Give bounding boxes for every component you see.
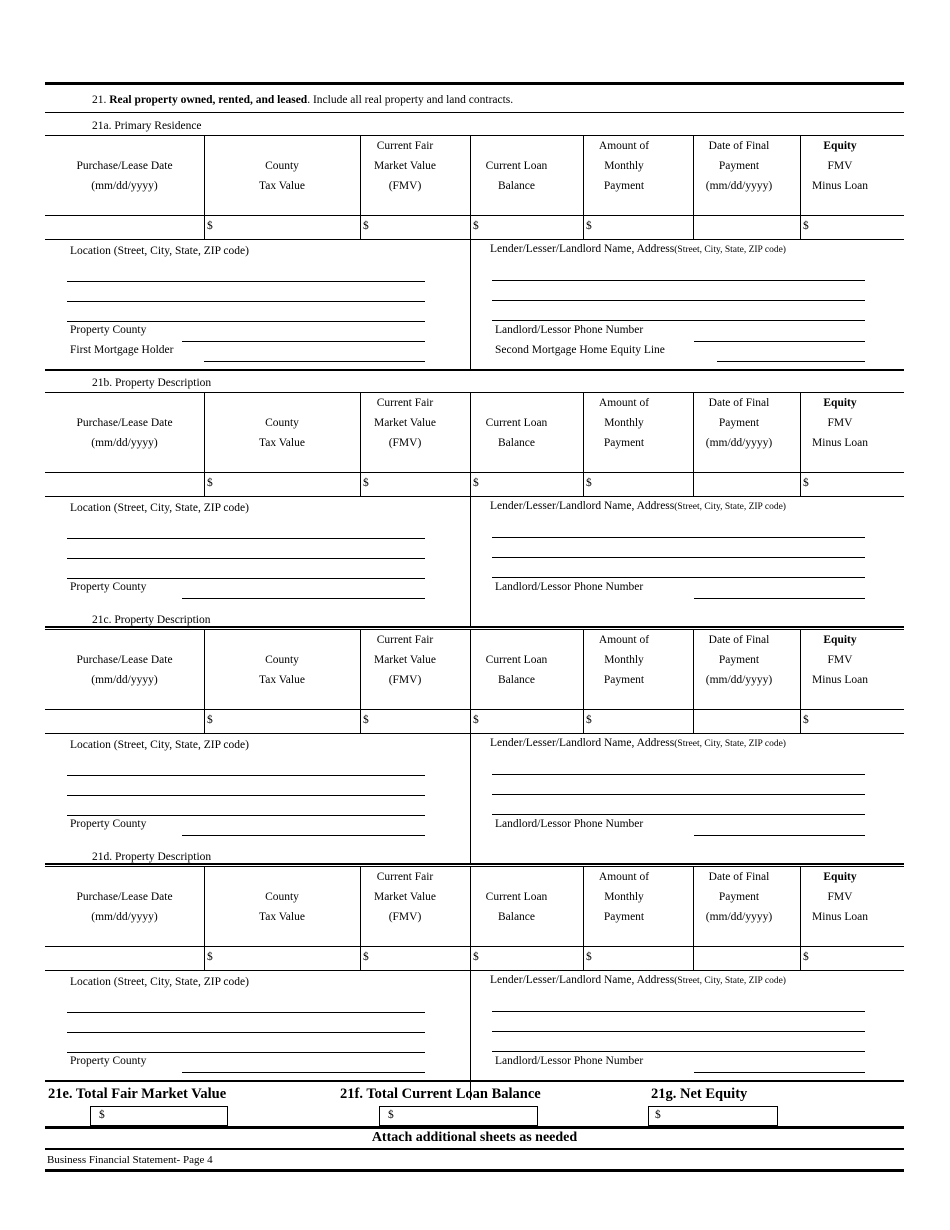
final-payment-header-line: Date of Final — [708, 634, 770, 646]
block-1-lender-line-3[interactable] — [492, 320, 865, 321]
block-1-property-county-line[interactable] — [182, 341, 425, 342]
block-2-landlord-phone-line[interactable] — [694, 598, 865, 599]
monthly-payment-header-line: Monthly — [604, 891, 644, 903]
block-2-lender-line-3[interactable] — [492, 577, 865, 578]
fmv-header-line: Market Value — [373, 417, 437, 429]
block-1-landlord-phone-line[interactable] — [694, 341, 865, 342]
final-payment-header-line: (mm/dd/yyyy) — [705, 437, 773, 449]
block-4-lender-line-1[interactable] — [492, 1011, 865, 1012]
block-3-landlord-phone-label: Landlord/Lessor Phone Number — [495, 818, 644, 830]
fmv-header-line: (FMV) — [388, 674, 422, 686]
purchase-date-header-line: Purchase/Lease Date — [76, 160, 173, 172]
purchase-date-header-line: (mm/dd/yyyy) — [91, 180, 158, 192]
block-2-property-county-label: Property County — [70, 581, 147, 593]
block-2-county-tax-value-header — [204, 413, 360, 453]
block-4-purchase-date-input[interactable] — [45, 947, 204, 970]
purchase-date-header-line: (mm/dd/yyyy) — [91, 437, 158, 449]
block-3-purchase-date-header — [45, 650, 204, 690]
block-2-purchase-date-header — [45, 413, 204, 453]
block-2-location-line-3[interactable] — [67, 578, 425, 579]
section-21-title — [92, 94, 513, 106]
bottom-rule — [45, 1169, 904, 1172]
block-1-property-county-label: Property County — [70, 324, 147, 336]
block-3-fmv-header — [360, 630, 450, 690]
block-4-final-payment-input[interactable] — [693, 947, 800, 970]
monthly-payment-header-line: Payment — [603, 180, 645, 192]
lender-label-text: Lender/Lesser/Landlord Name, Address — [490, 500, 675, 512]
final-payment-header-line: Date of Final — [708, 397, 770, 409]
block-4-location-label: Location (Street, City, State, ZIP code) — [70, 976, 249, 988]
block-1-monthly-payment-input[interactable] — [583, 216, 693, 239]
block-3-monthly-payment-input[interactable] — [583, 710, 693, 733]
block-2-final-payment-input[interactable] — [693, 473, 800, 496]
block-4-location-line-1[interactable] — [67, 1012, 425, 1013]
loan-balance-header-line: Balance — [497, 674, 536, 686]
block-4-county-tax-value-input[interactable] — [204, 947, 360, 970]
block-3-location-label: Location (Street, City, State, ZIP code) — [70, 739, 249, 751]
block-2-location-line-2[interactable] — [67, 558, 425, 559]
top-rule — [45, 82, 904, 85]
block-2-location-label: Location (Street, City, State, ZIP code) — [70, 502, 249, 514]
block-2-lower-divider — [470, 496, 471, 626]
block-4-county-tax-value-header — [204, 887, 360, 927]
monthly-payment-header-line: Payment — [603, 674, 645, 686]
block-1-equity-input[interactable] — [800, 216, 904, 239]
county-tax-value-header-line: Tax Value — [259, 437, 305, 449]
block-1-lower-divider — [470, 239, 471, 369]
block-2-block-bottom-rule — [45, 626, 904, 628]
lender-label-text: Lender/Lesser/Landlord Name, Address — [490, 243, 675, 255]
section-title-rule — [45, 112, 904, 113]
block-3-lender-label — [490, 737, 786, 749]
purchase-date-header-line: (mm/dd/yyyy) — [91, 911, 158, 923]
block-3-loan-balance-header — [470, 650, 563, 690]
block-1-first-mortgage-label: First Mortgage Holder — [70, 344, 174, 356]
attach-bottom-rule — [45, 1148, 904, 1150]
monthly-payment-header-line: Monthly — [604, 654, 644, 666]
dollar-sign: $ — [803, 477, 809, 489]
block-4-property-county-line[interactable] — [182, 1072, 425, 1073]
block-2-county-tax-value-input[interactable] — [204, 473, 360, 496]
block-3-landlord-phone-line[interactable] — [694, 835, 865, 836]
section-instruction: . Include all real property and land contracts. — [307, 94, 514, 106]
block-3-loan-balance-input[interactable] — [470, 710, 583, 733]
equity-header-line: Minus Loan — [812, 180, 868, 192]
monthly-payment-header-line: Payment — [603, 437, 645, 449]
fmv-header-line: Current Fair — [376, 871, 434, 883]
block-2-loan-balance-header — [470, 413, 563, 453]
block-2-final-payment-header — [693, 393, 785, 453]
loan-balance-header-line: Balance — [497, 437, 536, 449]
monthly-payment-header-line: Amount of — [598, 397, 650, 409]
final-payment-header-line: Date of Final — [708, 871, 770, 883]
block-1-second-mortgage-line[interactable] — [717, 361, 865, 362]
lender-label-text: Lender/Lesser/Landlord Name, Address — [490, 974, 675, 986]
monthly-payment-header-line: Payment — [603, 911, 645, 923]
block-2-row-bottom-rule — [45, 496, 904, 497]
block-2-property-label: 21b. Property Description — [92, 377, 212, 389]
total-fmv-label: 21e. Total Fair Market Value — [48, 1086, 227, 1102]
block-2-landlord-phone-label: Landlord/Lessor Phone Number — [495, 581, 644, 593]
final-payment-header-line: (mm/dd/yyyy) — [705, 180, 773, 192]
block-1-lender-line-1[interactable] — [492, 280, 865, 281]
block-2-equity-input[interactable] — [800, 473, 904, 496]
block-4-fmv-input[interactable] — [360, 947, 470, 970]
block-3-purchase-date-input[interactable] — [45, 710, 204, 733]
block-1-landlord-phone-label: Landlord/Lessor Phone Number — [495, 324, 644, 336]
attach-note: Attach additional sheets as needed — [371, 1130, 578, 1145]
loan-balance-header-line: Current Loan — [485, 891, 548, 903]
equity-header-line: Equity — [823, 397, 857, 409]
block-3-lender-line-2[interactable] — [492, 794, 865, 795]
block-4-fmv-header — [360, 867, 450, 927]
block-1-county-tax-value-input[interactable] — [204, 216, 360, 239]
block-1-equity-header — [800, 136, 880, 196]
fmv-header-line: (FMV) — [388, 180, 422, 192]
attach-top-rule — [45, 1126, 904, 1129]
fmv-header-line: Market Value — [373, 891, 437, 903]
lender-label-text: Lender/Lesser/Landlord Name, Address — [490, 737, 675, 749]
dollar-sign: $ — [473, 477, 479, 489]
block-2-lender-line-2[interactable] — [492, 557, 865, 558]
monthly-payment-header-line: Monthly — [604, 160, 644, 172]
county-tax-value-header-line: County — [265, 654, 299, 666]
fmv-header-line: Market Value — [373, 654, 437, 666]
purchase-date-header-line: Purchase/Lease Date — [76, 654, 173, 666]
block-3-property-county-line[interactable] — [182, 835, 425, 836]
block-3-lender-line-1[interactable] — [492, 774, 865, 775]
block-3-final-payment-input[interactable] — [693, 710, 800, 733]
county-tax-value-header-line: County — [265, 417, 299, 429]
block-4-monthly-payment-input[interactable] — [583, 947, 693, 970]
block-4-final-payment-header — [693, 867, 785, 927]
equity-header-line: FMV — [827, 417, 853, 429]
block-3-county-tax-value-input[interactable] — [204, 710, 360, 733]
block-3-monthly-payment-header — [583, 630, 665, 690]
block-2-lender-label — [490, 500, 786, 512]
block-2-purchase-date-input[interactable] — [45, 473, 204, 496]
block-4-lender-line-2[interactable] — [492, 1031, 865, 1032]
lender-label-small: (Street, City, State, ZIP code) — [674, 739, 786, 749]
block-4-loan-balance-input[interactable] — [470, 947, 583, 970]
county-tax-value-header-line: Tax Value — [259, 180, 305, 192]
block-4-purchase-date-header — [45, 887, 204, 927]
final-payment-header-line: Date of Final — [708, 140, 770, 152]
block-3-location-line-3[interactable] — [67, 815, 425, 816]
county-tax-value-header-line: Tax Value — [259, 674, 305, 686]
purchase-date-header-line: (mm/dd/yyyy) — [91, 674, 158, 686]
block-4-equity-input[interactable] — [800, 947, 904, 970]
final-payment-header-line: Payment — [718, 417, 760, 429]
block-3-location-line-1[interactable] — [67, 775, 425, 776]
fmv-header-line: Current Fair — [376, 397, 434, 409]
block-2-fmv-header — [360, 393, 450, 453]
dollar-sign: $ — [207, 951, 213, 963]
equity-header-line: FMV — [827, 891, 853, 903]
county-tax-value-header-line: County — [265, 891, 299, 903]
block-1-county-tax-value-header — [204, 156, 360, 196]
lender-label-small: (Street, City, State, ZIP code) — [674, 976, 786, 986]
block-2-equity-header — [800, 393, 880, 453]
dollar-sign: $ — [586, 220, 592, 232]
block-4-lender-label — [490, 974, 786, 986]
block-1-fmv-input[interactable] — [360, 216, 470, 239]
block-3-lender-line-3[interactable] — [492, 814, 865, 815]
monthly-payment-header-line: Amount of — [598, 634, 650, 646]
net-equity-label: 21g. Net Equity — [651, 1086, 748, 1102]
equity-header-line: FMV — [827, 654, 853, 666]
block-3-final-payment-header — [693, 630, 785, 690]
dollar-sign: $ — [388, 1109, 394, 1121]
dollar-sign: $ — [803, 714, 809, 726]
monthly-payment-header-line: Monthly — [604, 417, 644, 429]
county-tax-value-header-line: Tax Value — [259, 911, 305, 923]
monthly-payment-header-line: Amount of — [598, 871, 650, 883]
totals-top-rule — [45, 1080, 904, 1082]
fmv-header-line: (FMV) — [388, 911, 422, 923]
fmv-header-line: Current Fair — [376, 634, 434, 646]
total-fmv-field[interactable] — [90, 1106, 228, 1126]
loan-balance-header-line: Current Loan — [485, 417, 548, 429]
dollar-sign: $ — [586, 951, 592, 963]
section-title: Real property owned, rented, and leased — [109, 94, 308, 106]
fmv-header-line: Current Fair — [376, 140, 434, 152]
block-1-final-payment-header — [693, 136, 785, 196]
equity-header-line: Equity — [823, 634, 857, 646]
equity-header-line: Minus Loan — [812, 437, 868, 449]
purchase-date-header-line: Purchase/Lease Date — [76, 417, 173, 429]
block-1-lender-label — [490, 243, 786, 255]
block-4-landlord-phone-line[interactable] — [694, 1072, 865, 1073]
dollar-sign: $ — [363, 951, 369, 963]
lender-label-small: (Street, City, State, ZIP code) — [674, 502, 786, 512]
block-2-lender-line-1[interactable] — [492, 537, 865, 538]
block-4-loan-balance-header — [470, 887, 563, 927]
block-1-row-bottom-rule — [45, 239, 904, 240]
block-2-fmv-input[interactable] — [360, 473, 470, 496]
block-4-monthly-payment-header — [583, 867, 665, 927]
lender-label-small: (Street, City, State, ZIP code) — [674, 245, 786, 255]
equity-header-line: FMV — [827, 160, 853, 172]
dollar-sign: $ — [803, 951, 809, 963]
block-1-location-label: Location (Street, City, State, ZIP code) — [70, 245, 249, 257]
block-2-monthly-payment-input[interactable] — [583, 473, 693, 496]
monthly-payment-header-line: Amount of — [598, 140, 650, 152]
block-3-equity-header — [800, 630, 880, 690]
total-loan-field[interactable] — [379, 1106, 538, 1126]
final-payment-header-line: Payment — [718, 160, 760, 172]
block-1-loan-balance-header — [470, 156, 563, 196]
dollar-sign: $ — [363, 477, 369, 489]
loan-balance-header-line: Current Loan — [485, 654, 548, 666]
block-1-location-line-2[interactable] — [67, 301, 425, 302]
block-1-loan-balance-input[interactable] — [470, 216, 583, 239]
block-4-location-line-3[interactable] — [67, 1052, 425, 1053]
block-1-monthly-payment-header — [583, 136, 665, 196]
dollar-sign: $ — [207, 477, 213, 489]
block-4-lender-line-3[interactable] — [492, 1051, 865, 1052]
block-3-lower-divider — [470, 733, 471, 863]
dollar-sign: $ — [586, 477, 592, 489]
dollar-sign: $ — [473, 951, 479, 963]
block-3-fmv-input[interactable] — [360, 710, 470, 733]
net-equity-field[interactable] — [648, 1106, 778, 1126]
final-payment-header-line: (mm/dd/yyyy) — [705, 911, 773, 923]
block-3-county-tax-value-header — [204, 650, 360, 690]
dollar-sign: $ — [207, 714, 213, 726]
final-payment-header-line: Payment — [718, 891, 760, 903]
block-4-equity-header — [800, 867, 880, 927]
dollar-sign: $ — [99, 1109, 105, 1121]
block-1-final-payment-input[interactable] — [693, 216, 800, 239]
block-1-location-line-1[interactable] — [67, 281, 425, 282]
fmv-header-line: Market Value — [373, 160, 437, 172]
dollar-sign: $ — [363, 714, 369, 726]
block-1-location-line-3[interactable] — [67, 321, 425, 322]
dollar-sign: $ — [655, 1109, 661, 1121]
block-3-row-bottom-rule — [45, 733, 904, 734]
equity-header-line: Minus Loan — [812, 674, 868, 686]
block-1-second-mortgage-label: Second Mortgage Home Equity Line — [495, 344, 665, 356]
loan-balance-header-line: Balance — [497, 180, 536, 192]
section-number: 21. — [92, 94, 107, 106]
block-4-location-line-2[interactable] — [67, 1032, 425, 1033]
loan-balance-header-line: Current Loan — [485, 160, 548, 172]
county-tax-value-header-line: County — [265, 160, 299, 172]
footer-text: Business Financial Statement- Page 4 — [47, 1154, 213, 1166]
dollar-sign: $ — [586, 714, 592, 726]
final-payment-header-line: (mm/dd/yyyy) — [705, 674, 773, 686]
dollar-sign: $ — [207, 220, 213, 232]
dollar-sign: $ — [473, 714, 479, 726]
block-2-loan-balance-input[interactable] — [470, 473, 583, 496]
block-3-location-line-2[interactable] — [67, 795, 425, 796]
loan-balance-header-line: Balance — [497, 911, 536, 923]
fmv-header-line: (FMV) — [388, 437, 422, 449]
block-1-property-label: 21a. Primary Residence — [92, 120, 202, 132]
block-3-block-bottom-rule — [45, 863, 904, 865]
block-4-row-bottom-rule — [45, 970, 904, 971]
dollar-sign: $ — [363, 220, 369, 232]
block-4-landlord-phone-label: Landlord/Lessor Phone Number — [495, 1055, 644, 1067]
equity-header-line: Equity — [823, 871, 857, 883]
dollar-sign: $ — [803, 220, 809, 232]
block-3-property-county-label: Property County — [70, 818, 147, 830]
equity-header-line: Equity — [823, 140, 857, 152]
block-2-property-county-line[interactable] — [182, 598, 425, 599]
block-2-location-line-1[interactable] — [67, 538, 425, 539]
block-1-fmv-header — [360, 136, 450, 196]
block-1-first-mortgage-line[interactable] — [204, 361, 425, 362]
block-1-lender-line-2[interactable] — [492, 300, 865, 301]
equity-header-line: Minus Loan — [812, 911, 868, 923]
block-3-equity-input[interactable] — [800, 710, 904, 733]
final-payment-header-line: Payment — [718, 654, 760, 666]
block-1-purchase-date-input[interactable] — [45, 216, 204, 239]
purchase-date-header-line: Purchase/Lease Date — [76, 891, 173, 903]
block-2-monthly-payment-header — [583, 393, 665, 453]
block-1-block-bottom-rule — [45, 369, 904, 371]
dollar-sign: $ — [473, 220, 479, 232]
total-loan-label: 21f. Total Current Loan Balance — [340, 1086, 541, 1102]
block-4-property-label: 21d. Property Description — [92, 851, 212, 863]
block-3-property-label: 21c. Property Description — [92, 614, 211, 626]
block-4-property-county-label: Property County — [70, 1055, 147, 1067]
block-1-purchase-date-header — [45, 156, 204, 196]
